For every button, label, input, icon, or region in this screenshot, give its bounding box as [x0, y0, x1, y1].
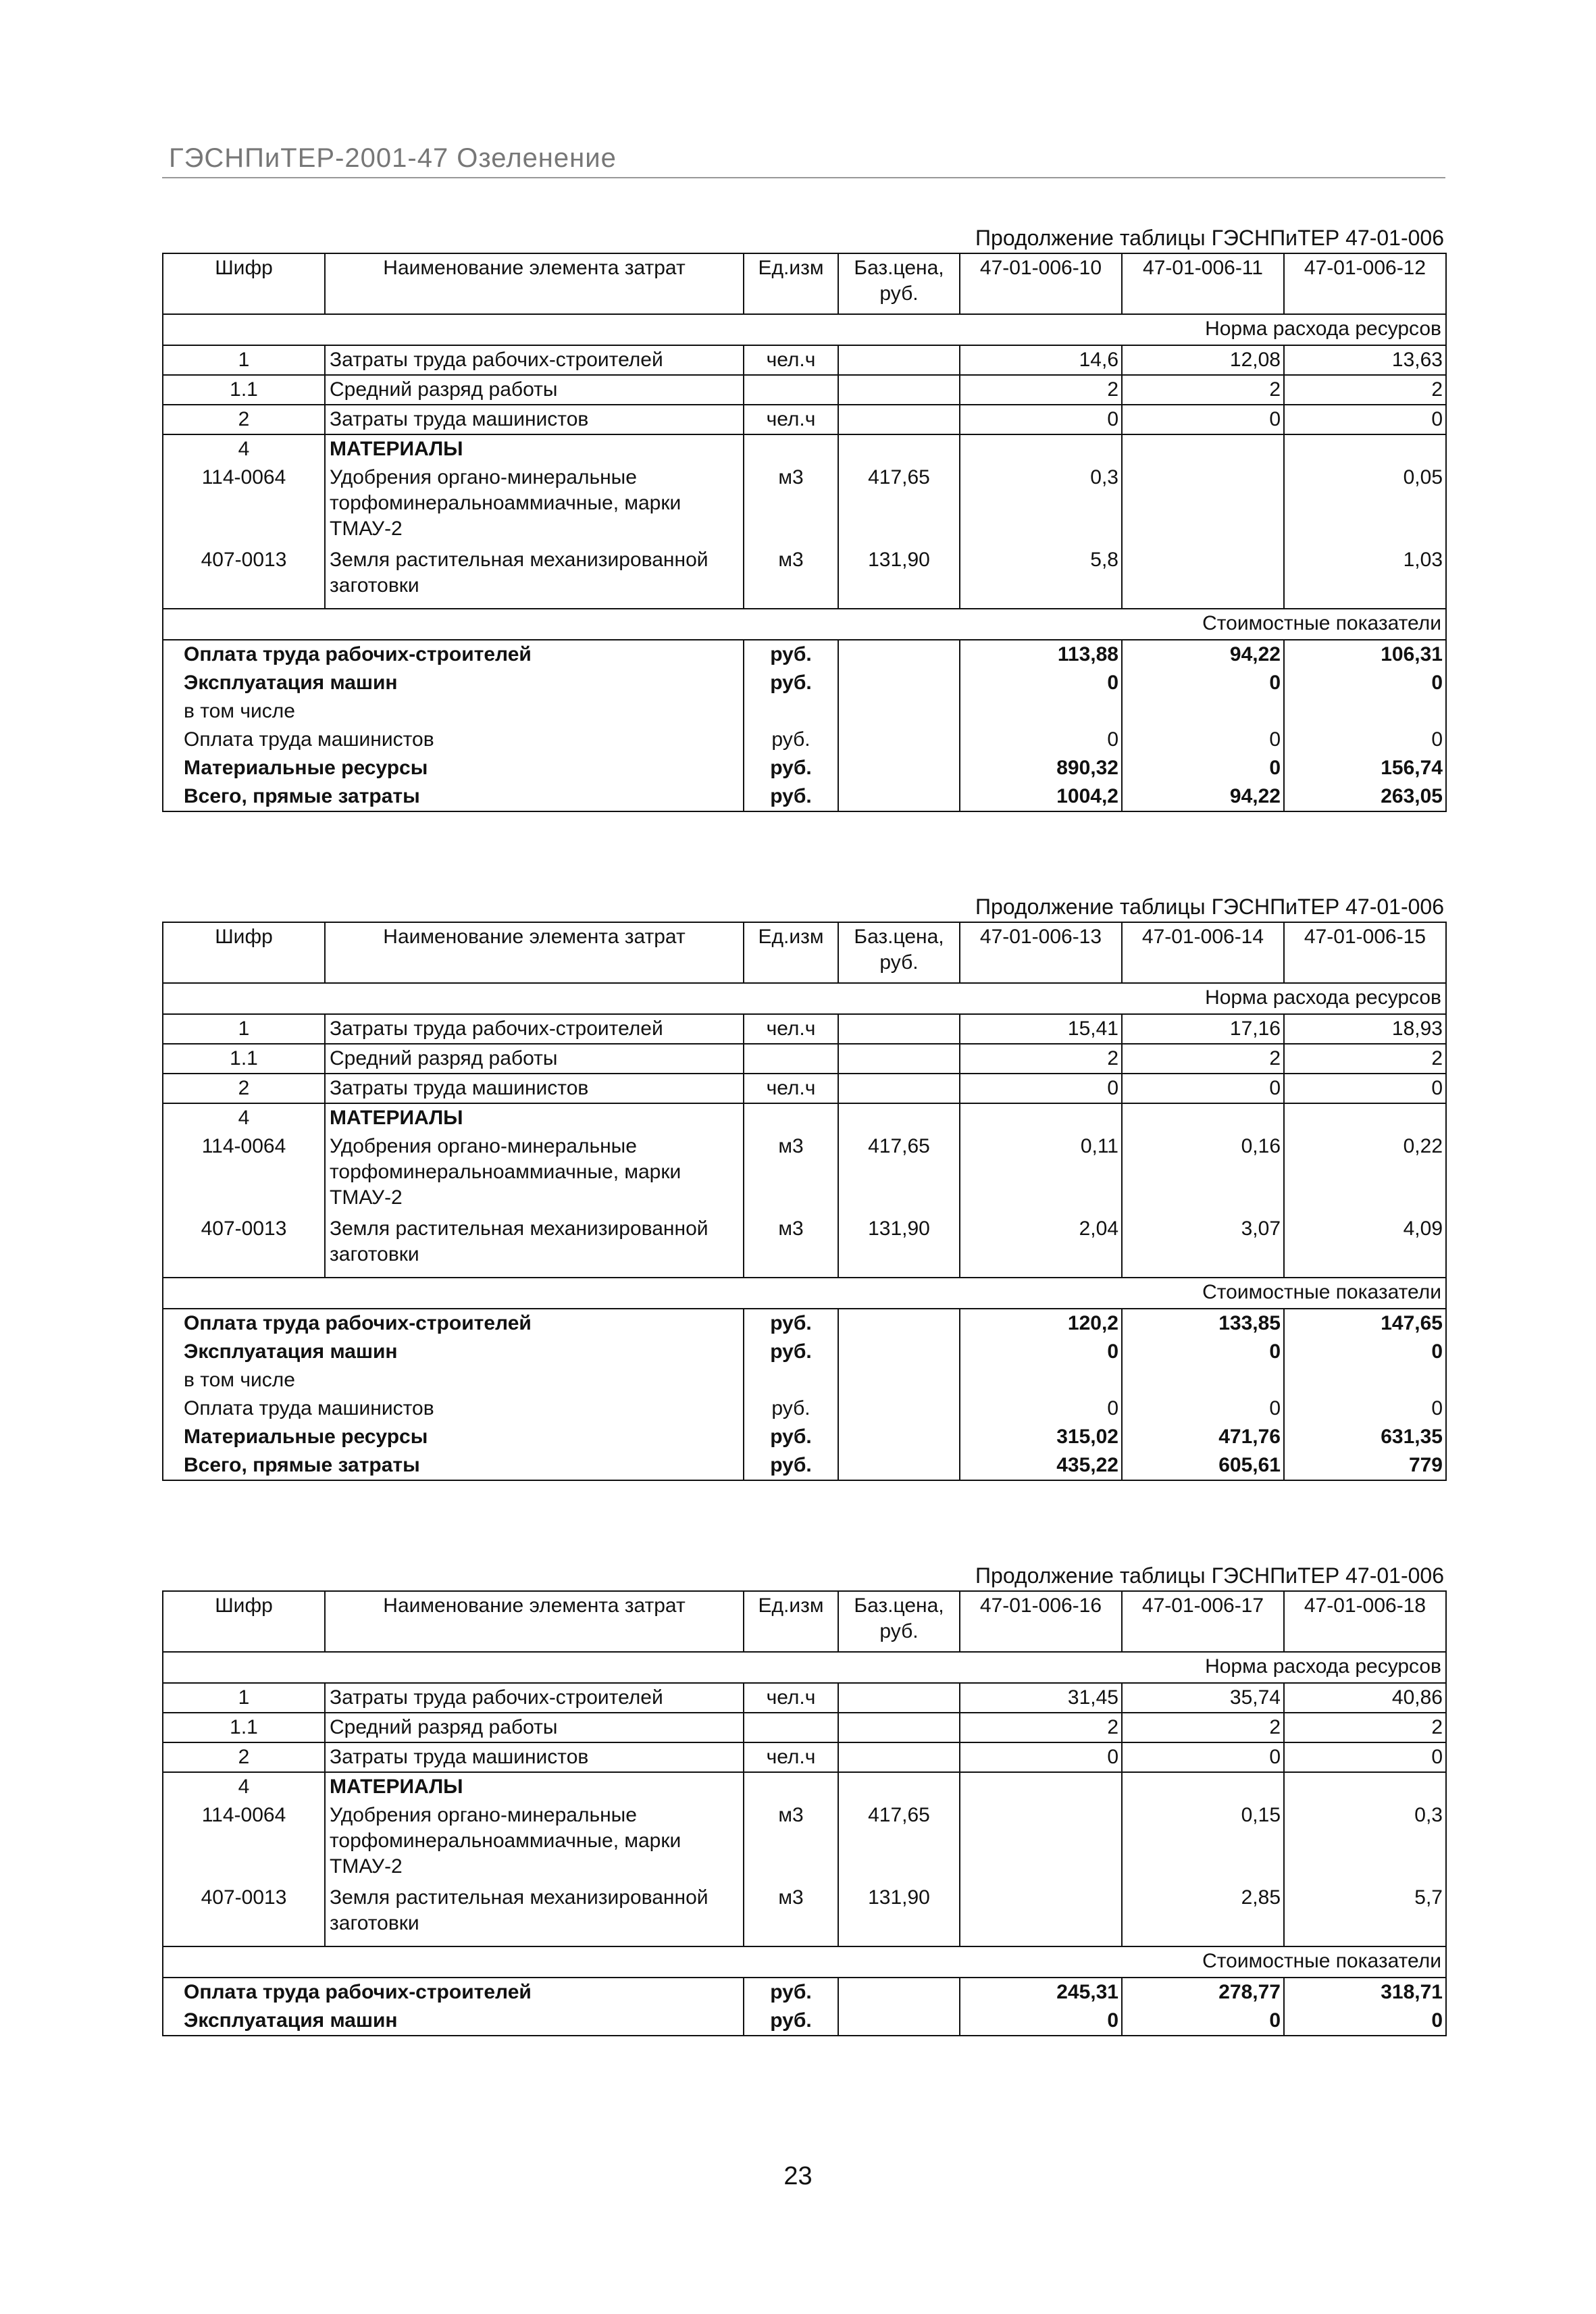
row-value-3: [1284, 1103, 1446, 1132]
row-value-2: 0,16: [1122, 1132, 1284, 1215]
row-price: [838, 1044, 960, 1074]
header-price: Баз.цена, руб.: [838, 253, 960, 314]
cost-value-1: 245,31: [960, 1978, 1122, 2007]
row-name: Затраты труда машинистов: [325, 1742, 744, 1772]
row-price: 417,65: [838, 463, 960, 546]
row-value-1: [960, 1103, 1122, 1132]
row-name: Удобрения органо-минеральные торфоминеральноаммиачные, марки ТМАУ-2: [325, 463, 744, 546]
row-price: [838, 1683, 960, 1713]
cost-value-1: 1004,2: [960, 782, 1122, 811]
cost-value-2: [1122, 1366, 1284, 1394]
cost-value-2: 0: [1122, 669, 1284, 697]
row-name: Средний разряд работы: [325, 375, 744, 405]
cost-price: [838, 2007, 960, 2036]
row-unit: [744, 1044, 838, 1074]
row-code: 4: [163, 1772, 325, 1801]
cost-value-2: 0: [1122, 2007, 1284, 2036]
row-name: Земля растительная механизированной заготовки: [325, 1884, 744, 1946]
cost-row: [163, 1309, 1446, 1338]
cost-row: [163, 1978, 1446, 2007]
row-value-1: [960, 1884, 1122, 1946]
header-code: Шифр: [163, 1591, 325, 1652]
header-price: Баз.цена, руб.: [838, 1591, 960, 1652]
cost-value-3: 106,31: [1284, 640, 1446, 669]
cost-price: [838, 1338, 960, 1366]
row-name: Затраты труда машинистов: [325, 1074, 744, 1103]
row-value-3: 18,93: [1284, 1014, 1446, 1044]
row-code: 1: [163, 345, 325, 375]
row-value-3: [1284, 434, 1446, 463]
row-value-2: 35,74: [1122, 1683, 1284, 1713]
row-unit: чел.ч: [744, 1014, 838, 1044]
row-value-1: 5,8: [960, 546, 1122, 609]
cost-unit: руб.: [744, 782, 838, 811]
cost-value-2: 471,76: [1122, 1423, 1284, 1451]
row-price: [838, 1713, 960, 1742]
row-code: 407-0013: [163, 1215, 325, 1278]
cost-row: [163, 669, 1446, 697]
row-price: [838, 345, 960, 375]
row-price: 131,90: [838, 1215, 960, 1278]
header-name: Наименование элемента затрат: [325, 922, 744, 983]
table-row: [163, 1683, 1446, 1713]
cost-value-1: 120,2: [960, 1309, 1122, 1338]
cost-value-3: [1284, 697, 1446, 726]
header-rate-code: 47-01-006-17: [1122, 1591, 1284, 1652]
cost-value-3: 0: [1284, 1338, 1446, 1366]
row-value-3: 0: [1284, 1742, 1446, 1772]
cost-value-1: 315,02: [960, 1423, 1122, 1451]
row-unit: чел.ч: [744, 1742, 838, 1772]
cost-price: [838, 1978, 960, 2007]
row-unit: м3: [744, 546, 838, 609]
row-value-2: [1122, 463, 1284, 546]
row-value-1: [960, 1772, 1122, 1801]
table-row: [163, 546, 1446, 609]
header-name: Наименование элемента затрат: [325, 253, 744, 314]
row-unit: чел.ч: [744, 1683, 838, 1713]
header-name: Наименование элемента затрат: [325, 1591, 744, 1652]
row-value-1: 0: [960, 1742, 1122, 1772]
row-unit: м3: [744, 1801, 838, 1884]
cost-price: [838, 697, 960, 726]
cost-row: [163, 697, 1446, 726]
cost-value-2: 0: [1122, 1394, 1284, 1423]
cost-value-3: 0: [1284, 2007, 1446, 2036]
row-value-3: 5,7: [1284, 1884, 1446, 1946]
row-code: 2: [163, 1074, 325, 1103]
row-price: [838, 405, 960, 434]
row-value-3: 1,03: [1284, 546, 1446, 609]
table-row: [163, 375, 1446, 405]
row-price: [838, 1103, 960, 1132]
cost-value-3: 779: [1284, 1451, 1446, 1480]
cost-band-label: Стоимостные показатели: [163, 1946, 1446, 1978]
table-caption: Продолжение таблицы ГЭСНПиТЕР 47-01-006: [975, 895, 1444, 919]
header-rate-code: 47-01-006-14: [1122, 922, 1284, 983]
table-row: [163, 1801, 1446, 1884]
row-price: 417,65: [838, 1801, 960, 1884]
cost-name: в том числе: [163, 1366, 744, 1394]
table-row: [163, 1742, 1446, 1772]
cost-value-3: 0: [1284, 1394, 1446, 1423]
row-value-1: 0: [960, 1074, 1122, 1103]
row-price: 131,90: [838, 546, 960, 609]
row-value-2: 2: [1122, 1713, 1284, 1742]
cost-row: [163, 640, 1446, 669]
row-value-1: 0,3: [960, 463, 1122, 546]
row-value-2: 12,08: [1122, 345, 1284, 375]
row-price: [838, 434, 960, 463]
row-value-1: 0: [960, 405, 1122, 434]
table-caption: Продолжение таблицы ГЭСНПиТЕР 47-01-006: [975, 226, 1444, 250]
norm-band-label: Норма расхода ресурсов: [163, 1652, 1446, 1683]
header-rate-code: 47-01-006-10: [960, 253, 1122, 314]
row-unit: чел.ч: [744, 405, 838, 434]
row-value-3: 2: [1284, 1044, 1446, 1074]
cost-value-3: 156,74: [1284, 754, 1446, 782]
page-number: 23: [783, 2162, 813, 2190]
cost-band-label: Стоимостные показатели: [163, 609, 1446, 640]
cost-row: [163, 1338, 1446, 1366]
cost-value-2: 94,22: [1122, 782, 1284, 811]
cost-row: [163, 754, 1446, 782]
cost-value-3: 631,35: [1284, 1423, 1446, 1451]
row-unit: [744, 1772, 838, 1801]
cost-price: [838, 640, 960, 669]
cost-value-2: 0: [1122, 754, 1284, 782]
cost-row: [163, 726, 1446, 754]
cost-name: Всего, прямые затраты: [163, 782, 744, 811]
cost-unit: руб.: [744, 1309, 838, 1338]
row-value-1: 0,11: [960, 1132, 1122, 1215]
cost-name: Материальные ресурсы: [163, 1423, 744, 1451]
cost-unit: руб.: [744, 1394, 838, 1423]
cost-unit: руб.: [744, 1451, 838, 1480]
row-value-2: [1122, 546, 1284, 609]
row-value-2: [1122, 1103, 1284, 1132]
header-rate-code: 47-01-006-16: [960, 1591, 1122, 1652]
row-code: 114-0064: [163, 1132, 325, 1215]
table-row: [163, 1103, 1446, 1132]
row-value-1: 2: [960, 1713, 1122, 1742]
row-value-3: 13,63: [1284, 345, 1446, 375]
cost-value-2: 605,61: [1122, 1451, 1284, 1480]
cost-value-3: 0: [1284, 669, 1446, 697]
cost-value-1: 0: [960, 2007, 1122, 2036]
row-name: Затраты труда машинистов: [325, 405, 744, 434]
row-value-3: 2: [1284, 1713, 1446, 1742]
row-name: Затраты труда рабочих-строителей: [325, 345, 744, 375]
cost-name: Оплата труда рабочих-строителей: [163, 1978, 744, 2007]
table-block-1: [162, 223, 1445, 812]
row-price: [838, 1074, 960, 1103]
row-unit: [744, 1713, 838, 1742]
row-value-3: 0,05: [1284, 463, 1446, 546]
row-unit: чел.ч: [744, 1074, 838, 1103]
row-code: 2: [163, 405, 325, 434]
row-value-2: 0: [1122, 1742, 1284, 1772]
row-value-2: 2: [1122, 375, 1284, 405]
row-price: [838, 375, 960, 405]
cost-value-1: 890,32: [960, 754, 1122, 782]
cost-value-1: 113,88: [960, 640, 1122, 669]
row-name: МАТЕРИАЛЫ: [325, 1772, 744, 1801]
cost-value-3: 0: [1284, 726, 1446, 754]
row-value-2: 0: [1122, 1074, 1284, 1103]
cost-row: [163, 1394, 1446, 1423]
header-code: Шифр: [163, 253, 325, 314]
cost-value-1: [960, 1366, 1122, 1394]
row-code: 407-0013: [163, 1884, 325, 1946]
cost-name: Эксплуатация машин: [163, 1338, 744, 1366]
table-row: [163, 434, 1446, 463]
resource-table: [162, 922, 1447, 1481]
cost-unit: руб.: [744, 1978, 838, 2007]
cost-unit: руб.: [744, 2007, 838, 2036]
cost-name: Эксплуатация машин: [163, 2007, 744, 2036]
row-unit: м3: [744, 1215, 838, 1278]
cost-row: [163, 2007, 1446, 2036]
row-code: 1: [163, 1014, 325, 1044]
cost-price: [838, 1394, 960, 1423]
cost-value-2: 0: [1122, 1338, 1284, 1366]
header-rate-code: 47-01-006-11: [1122, 253, 1284, 314]
row-value-2: 2: [1122, 1044, 1284, 1074]
table-row: [163, 1884, 1446, 1946]
row-code: 114-0064: [163, 463, 325, 546]
cost-unit: [744, 697, 838, 726]
cost-unit: руб.: [744, 726, 838, 754]
cost-value-1: 435,22: [960, 1451, 1122, 1480]
row-value-2: [1122, 1772, 1284, 1801]
table-row: [163, 1044, 1446, 1074]
row-unit: [744, 1103, 838, 1132]
row-unit: [744, 434, 838, 463]
row-code: 1: [163, 1683, 325, 1713]
row-value-3: 0,3: [1284, 1801, 1446, 1884]
row-code: 2: [163, 1742, 325, 1772]
row-name: Земля растительная механизированной заготовки: [325, 1215, 744, 1278]
row-value-2: 3,07: [1122, 1215, 1284, 1278]
cost-price: [838, 1451, 960, 1480]
table-row: [163, 1014, 1446, 1044]
row-name: Удобрения органо-минеральные торфоминеральноаммиачные, марки ТМАУ-2: [325, 1132, 744, 1215]
cost-name: Оплата труда машинистов: [163, 726, 744, 754]
table-caption: Продолжение таблицы ГЭСНПиТЕР 47-01-006: [975, 1563, 1444, 1588]
row-code: 407-0013: [163, 546, 325, 609]
table-row: [163, 405, 1446, 434]
row-code: 1.1: [163, 1713, 325, 1742]
cost-name: Оплата труда рабочих-строителей: [163, 640, 744, 669]
header-rate-code: 47-01-006-15: [1284, 922, 1446, 983]
cost-name: Оплата труда машинистов: [163, 1394, 744, 1423]
cost-price: [838, 669, 960, 697]
row-unit: м3: [744, 1884, 838, 1946]
row-value-2: 2,85: [1122, 1884, 1284, 1946]
cost-value-2: 94,22: [1122, 640, 1284, 669]
cost-value-3: 263,05: [1284, 782, 1446, 811]
row-name: Средний разряд работы: [325, 1713, 744, 1742]
row-value-1: 2: [960, 1044, 1122, 1074]
row-price: 417,65: [838, 1132, 960, 1215]
row-value-1: [960, 434, 1122, 463]
row-value-1: 2,04: [960, 1215, 1122, 1278]
table-row: [163, 345, 1446, 375]
row-value-3: 0: [1284, 1074, 1446, 1103]
row-name: Средний разряд работы: [325, 1044, 744, 1074]
row-name: Земля растительная механизированной заготовки: [325, 546, 744, 609]
row-price: [838, 1742, 960, 1772]
row-price: [838, 1014, 960, 1044]
cost-row: [163, 1423, 1446, 1451]
row-price: 131,90: [838, 1884, 960, 1946]
cost-value-1: 0: [960, 726, 1122, 754]
header-rate-code: 47-01-006-13: [960, 922, 1122, 983]
row-value-3: 4,09: [1284, 1215, 1446, 1278]
row-value-1: 14,6: [960, 345, 1122, 375]
row-value-2: [1122, 434, 1284, 463]
header-unit: Ед.изм: [744, 1591, 838, 1652]
cost-value-3: 318,71: [1284, 1978, 1446, 2007]
row-code: 4: [163, 1103, 325, 1132]
row-value-2: 17,16: [1122, 1014, 1284, 1044]
cost-price: [838, 754, 960, 782]
cost-unit: руб.: [744, 1338, 838, 1366]
row-value-3: 40,86: [1284, 1683, 1446, 1713]
row-price: [838, 1772, 960, 1801]
row-unit: [744, 375, 838, 405]
header-rate-code: 47-01-006-18: [1284, 1591, 1446, 1652]
row-unit: м3: [744, 1132, 838, 1215]
norm-band-label: Норма расхода ресурсов: [163, 983, 1446, 1014]
header-code: Шифр: [163, 922, 325, 983]
table-row: [163, 1713, 1446, 1742]
row-value-2: 0,15: [1122, 1801, 1284, 1884]
row-value-1: 2: [960, 375, 1122, 405]
row-value-1: 31,45: [960, 1683, 1122, 1713]
cost-unit: руб.: [744, 754, 838, 782]
row-code: 1.1: [163, 375, 325, 405]
row-value-1: [960, 1801, 1122, 1884]
cost-price: [838, 726, 960, 754]
cost-value-3: 147,65: [1284, 1309, 1446, 1338]
row-value-3: [1284, 1772, 1446, 1801]
cost-unit: руб.: [744, 640, 838, 669]
table-block-3: [162, 1561, 1445, 2036]
cost-unit: руб.: [744, 669, 838, 697]
cost-name: Материальные ресурсы: [163, 754, 744, 782]
row-value-1: 15,41: [960, 1014, 1122, 1044]
table-row: [163, 463, 1446, 546]
cost-unit: руб.: [744, 1423, 838, 1451]
cost-value-2: 0: [1122, 726, 1284, 754]
table-row: [163, 1772, 1446, 1801]
cost-value-2: 133,85: [1122, 1309, 1284, 1338]
norm-band-label: Норма расхода ресурсов: [163, 314, 1446, 345]
row-value-3: 0,22: [1284, 1132, 1446, 1215]
table-row: [163, 1215, 1446, 1278]
cost-value-2: [1122, 697, 1284, 726]
cost-value-1: 0: [960, 1394, 1122, 1423]
table-row: [163, 1074, 1446, 1103]
cost-row: [163, 1366, 1446, 1394]
document-header: ГЭСНПиТЕР-2001-47 Озеленение: [169, 143, 617, 173]
cost-value-1: [960, 697, 1122, 726]
row-value-3: 2: [1284, 375, 1446, 405]
cost-value-1: 0: [960, 1338, 1122, 1366]
row-name: МАТЕРИАЛЫ: [325, 434, 744, 463]
row-unit: м3: [744, 463, 838, 546]
cost-value-2: 278,77: [1122, 1978, 1284, 2007]
header-unit: Ед.изм: [744, 922, 838, 983]
resource-table: [162, 1590, 1447, 2036]
cost-price: [838, 1309, 960, 1338]
cost-name: Эксплуатация машин: [163, 669, 744, 697]
row-name: МАТЕРИАЛЫ: [325, 1103, 744, 1132]
header-rule: [162, 177, 1445, 178]
header-unit: Ед.изм: [744, 253, 838, 314]
row-name: Затраты труда рабочих-строителей: [325, 1683, 744, 1713]
header-rate-code: 47-01-006-12: [1284, 253, 1446, 314]
row-code: 4: [163, 434, 325, 463]
cost-row: [163, 1451, 1446, 1480]
cost-value-3: [1284, 1366, 1446, 1394]
cost-value-1: 0: [960, 669, 1122, 697]
table-row: [163, 1132, 1446, 1215]
row-code: 114-0064: [163, 1801, 325, 1884]
cost-name: Оплата труда рабочих-строителей: [163, 1309, 744, 1338]
row-code: 1.1: [163, 1044, 325, 1074]
cost-price: [838, 1423, 960, 1451]
row-value-3: 0: [1284, 405, 1446, 434]
cost-price: [838, 1366, 960, 1394]
row-name: Затраты труда рабочих-строителей: [325, 1014, 744, 1044]
cost-band-label: Стоимостные показатели: [163, 1278, 1446, 1309]
resource-table: [162, 253, 1447, 812]
cost-name: Всего, прямые затраты: [163, 1451, 744, 1480]
table-block-2: [162, 892, 1445, 1481]
cost-price: [838, 782, 960, 811]
header-price: Баз.цена, руб.: [838, 922, 960, 983]
row-name: Удобрения органо-минеральные торфоминеральноаммиачные, марки ТМАУ-2: [325, 1801, 744, 1884]
cost-unit: [744, 1366, 838, 1394]
cost-row: [163, 782, 1446, 811]
row-value-2: 0: [1122, 405, 1284, 434]
cost-name: в том числе: [163, 697, 744, 726]
row-unit: чел.ч: [744, 345, 838, 375]
